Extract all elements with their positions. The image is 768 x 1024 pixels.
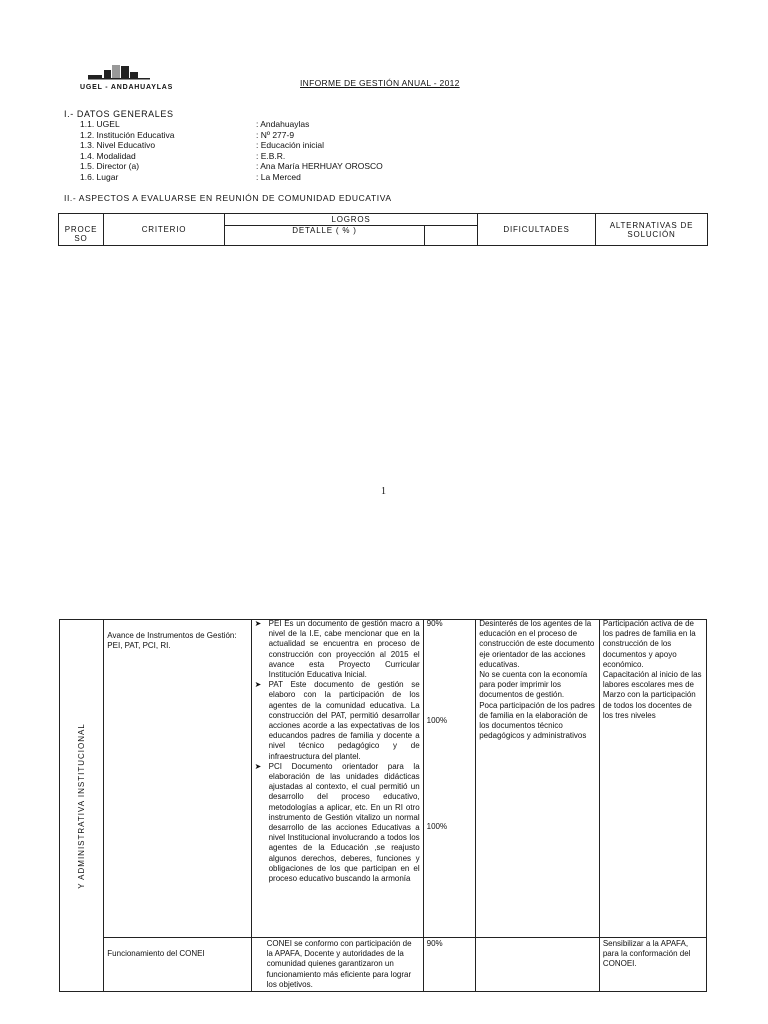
pct-value: 90% xyxy=(426,619,443,628)
alternativas-cell xyxy=(599,620,706,938)
general-data-value: : E.B.R. xyxy=(256,150,286,161)
section-1-heading: I.- DATOS GENERALES xyxy=(64,109,174,119)
general-data-label: 1.5. Director (a) xyxy=(80,161,140,171)
logo-text: UGEL - ANDAHUAYLAS xyxy=(80,84,174,91)
general-data-value: : Nº 277-9 xyxy=(256,129,295,140)
pct-cell xyxy=(423,620,476,938)
col-criterio: CRITERIO xyxy=(104,214,225,246)
evaluation-table-header xyxy=(58,213,708,246)
general-data-value: : La Merced xyxy=(256,171,301,182)
table-row xyxy=(60,938,707,992)
col-logros: LOGROS xyxy=(225,214,478,226)
col-dificultades: DIFICULTADES xyxy=(478,214,596,246)
proceso-label: Y ADMINISTRATIVA INSTITUCIONAL xyxy=(76,722,86,889)
criterio-text: Funcionamiento del CONEI xyxy=(107,949,205,958)
evaluation-table xyxy=(59,619,707,992)
list-item: ➤ PAT Este documento de gestión se elaboro con la participación de los agentes de la comunidad educativa. La construcción del PAT, permitió desarrollar acciones acorde a las expectativas de los educandos padres de familia y docente a nivel técnico pedagógico y de infraestructura del plantel. xyxy=(254,680,420,761)
criterio-cell xyxy=(104,938,251,992)
pct-cell xyxy=(423,938,476,992)
dificultades-cell xyxy=(476,620,600,938)
criterio-text: Avance de Instrumentos de Gestión: PEI, PAT, PCI, RI. xyxy=(107,631,237,651)
page-number: 1 xyxy=(381,486,386,497)
arrow-bullet-icon: ➤ xyxy=(254,761,262,771)
criterio-cell xyxy=(104,620,251,938)
section-2-heading: II.- ASPECTOS A EVALUARSE EN REUNIÓN DE COMUNIDAD EDUCATIVA xyxy=(64,193,392,203)
col-detalle: DETALLE ( % ) xyxy=(225,226,425,246)
alternativas-cell xyxy=(599,938,706,992)
pct-value: 100% xyxy=(426,822,448,831)
general-data-value: : Andahuaylas xyxy=(256,119,310,129)
list-item: ➤ PEI Es un documento de gestión macro a nivel de la I.E, cabe mencionar que en la actualidad se encuentra en proceso de construcción con proyección al 2015 el avance esta Proyecto Curricular Institución Educativa Inicial. xyxy=(254,619,420,680)
page-title: INFORME DE GESTIÓN ANUAL - 2012 xyxy=(300,78,460,88)
alternativas-text: Participación activa de de los padres de familia en la construcción de los documentos y apoyo económico. Capacitación al inicio de las labores escolares mes de Marzo con la participación de todos los docentes de los tres niveles xyxy=(602,619,702,720)
general-data-value: : Ana María HERHUAY OROSCO xyxy=(256,161,383,171)
list-item: ➤ PCI Documento orientador para la elaboración de las unidades didácticas ajustadas al contexto, el cual permitió un desarrollo del proceso educativo, metodologías a aplicar, etc. En un RI otro instrumento de Gestión vitalizo un normal desarrollo de las acciones Educativas a nivel Institucional involucrando a todos los agentes de la Educación ,se reajusto algunos derechos, deberes, funciones y obligaciones de los que participan en el proceso educativo buscando la armonía xyxy=(254,761,420,884)
col-alternativas: ALTERNATIVAS DE SOLUCIÓN xyxy=(596,214,708,246)
general-data-label: 1.2. Institución Educativa xyxy=(80,129,175,140)
detalle-cell xyxy=(251,938,423,992)
general-data-label: 1.1. UGEL xyxy=(80,119,120,129)
detalle-cell xyxy=(251,620,423,938)
pct-value: 100% xyxy=(426,716,448,725)
proceso-cell xyxy=(60,620,104,992)
dificultades-text: Desinterés de los agentes de la educación en el proceso de construcción de este documento eje orientador de las acciones educativas. No se cuenta con la economía para poder imprimir los documentos de gestión. Poca participación de los padres de familia en la elaboración de los documentos técnico pedagógicos y administrativos xyxy=(479,619,595,741)
general-data-value: : Educación inicial xyxy=(256,140,325,150)
pct-value: 90% xyxy=(426,939,443,948)
dificultades-cell xyxy=(476,938,600,992)
table-row xyxy=(60,620,707,938)
alternativas-text: Sensibilizar a la APAFA, para la conformación del CONOEI. xyxy=(602,939,691,969)
general-data-label: 1.3. Nivel Educativo xyxy=(80,140,156,150)
detalle-text: CONEI se conformo con participación de la APAFA, Docente y autoridades de la comunidad quienes garantizaron un funcionamiento más eficiente para lograr los objetivos. xyxy=(266,939,412,989)
general-data-label: 1.4. Modalidad xyxy=(80,150,136,161)
arrow-bullet-icon: ➤ xyxy=(254,680,262,690)
arrow-bullet-icon: ➤ xyxy=(254,619,262,628)
general-data-label: 1.6. Lugar xyxy=(80,171,119,182)
col-proceso: PROCE SO xyxy=(59,214,104,246)
ugel-logo-icon xyxy=(88,64,150,80)
col-detalle-pct xyxy=(425,226,478,246)
